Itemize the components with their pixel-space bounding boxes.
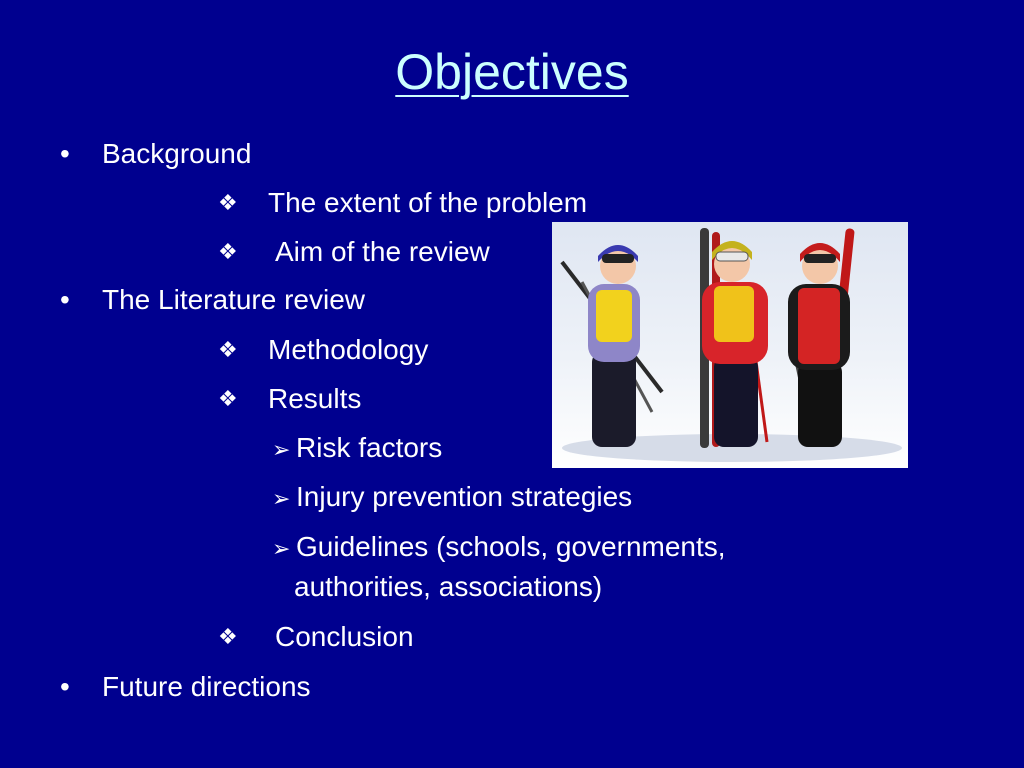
arrow-bullet-text: authorities, associations) <box>294 571 603 602</box>
diamond-bullet-icon: ❖ <box>218 337 238 362</box>
subbullet-text: Conclusion <box>275 621 414 652</box>
bullet-text: Future directions <box>102 671 311 702</box>
arrow-bullet-text: Guidelines (schools, governments, <box>296 531 726 562</box>
diamond-bullet-icon: ❖ <box>218 190 238 215</box>
bullet-text: Background <box>102 138 252 169</box>
arrow-bullet-icon: ➢ <box>272 437 291 462</box>
subbullet-text: The extent of the problem <box>268 187 588 218</box>
diamond-bullet-icon: ❖ <box>218 386 238 411</box>
subbullet-text: Results <box>268 383 362 414</box>
skiers-illustration <box>552 222 908 468</box>
bullet-marker: • <box>60 138 70 169</box>
bullet-marker: • <box>60 284 70 315</box>
skiers-photo <box>552 222 908 468</box>
arrow-bullet-icon: ➢ <box>272 486 291 511</box>
bullet-text: The Literature review <box>102 284 366 315</box>
diamond-bullet-icon: ❖ <box>218 624 238 649</box>
arrow-bullet-text: Injury prevention strategies <box>296 481 633 512</box>
subbullet-text: Aim of the review <box>275 236 490 267</box>
skier-child-left <box>588 245 640 447</box>
skier-child-middle <box>702 241 768 447</box>
slide-title: Objectives <box>395 44 629 100</box>
bullet-marker: • <box>60 671 70 702</box>
diamond-bullet-icon: ❖ <box>218 239 238 264</box>
subbullet-text: Methodology <box>268 334 429 365</box>
skier-child-right <box>788 243 850 447</box>
arrow-bullet-icon: ➢ <box>272 536 291 561</box>
arrow-bullet-text: Risk factors <box>296 432 443 463</box>
